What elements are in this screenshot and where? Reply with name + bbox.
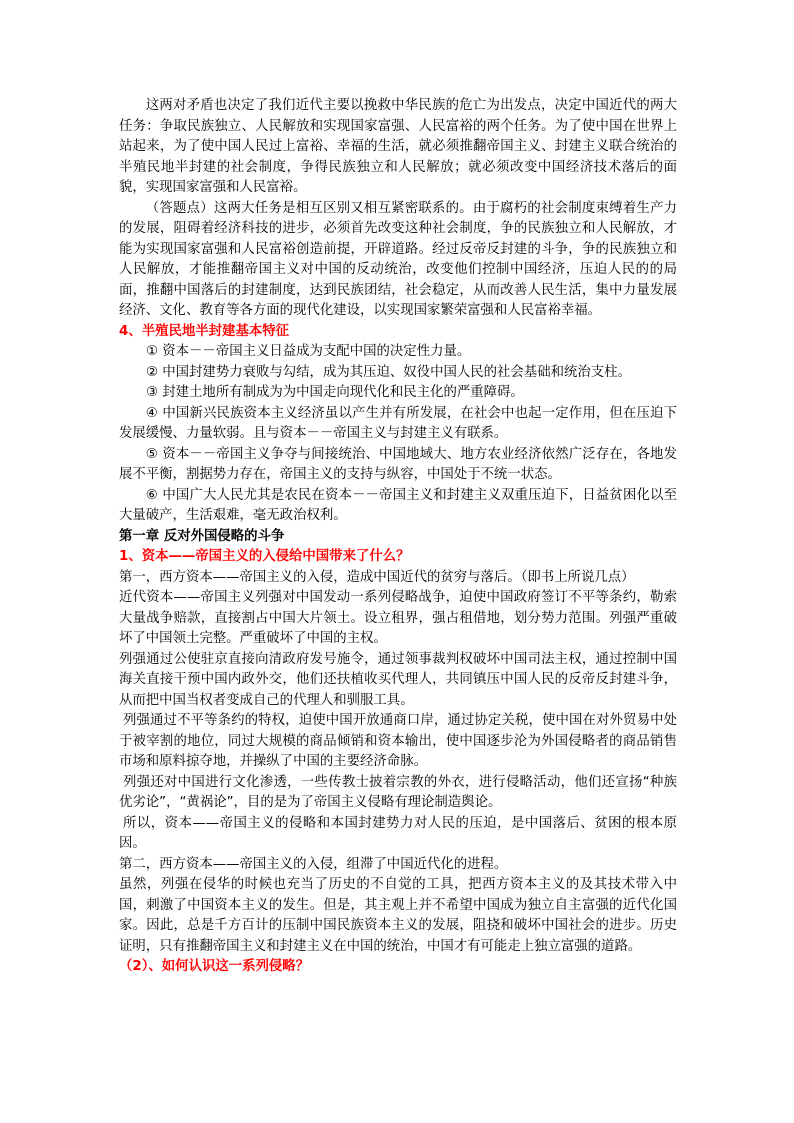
feature-item-5: ⑤ 资本－－帝国主义争夺与间接统治、中国地域大、地方农业经济依然广泛存在，各地发展不平衡，割据势力存在，帝国主义的支持与纵容，中国处于不统一状态。 (119, 446, 677, 482)
feature-item-2: ② 中国封建势力衰败与勾结，成为其压迫、奴役中国人民的社会基础和统治支柱。 (146, 364, 631, 380)
chapter-line-3: 列强通过公使驻京直接向清政府发号施令，通过领事裁判权破坏中国司法主权，通过控制中国海关直接干预中国内政外交，他们还扶植收买代理人，共同镇压中国人民的反帝反封建斗争，从而把中国当权者变成自己的代理人和驯服工具。 (119, 651, 677, 708)
chapter-line-8: 虽然，列强在侵华的时候也充当了历史的不自觉的工具，把西方资本主义的及其技术带入中国，刺激了中国资本主义的发生。但是，其主观上并不希望中国成为独立自主富强的近代化国家。因此，总是千方百计的压制中国民族资本主义的发展，阻挠和破坏中国社会的进步。历史证明，只有推翻帝国主义和封建主义在中国的统治，中国才有可能走上独立富强的道路。 (119, 877, 677, 954)
chapter-line-7: 第二，西方资本——帝国主义的入侵，组滞了中国近代化的进程。 (119, 856, 508, 872)
feature-item-1: ① 资本－－帝国主义日益成为支配中国的决定性力量。 (146, 344, 471, 359)
chapter-line-1: 第一，西方资本——帝国主义的入侵，造成中国近代的贫穷与落后。（即书上所说几点） (119, 569, 635, 585)
section-heading-4: 4、半殖民地半封建基本特征 (119, 323, 290, 339)
paragraph-answer-points: （答题点）这两大任务是相互区别又相互紧密联系的。由于腐朽的社会制度束缚着生产力的发展，阻碍着经济科技的进步，必须首先改变这种社会制度，争的民族独立和人民解放，才能为实现国家富强和人民富裕创造前提，开辟道路。经过反帝反封建的斗争，争的民族独立和人民解放，才能推翻帝国主义对中国的反动统治，改变他们控制中国经济，压迫人民的的局面，推翻中国落后的封建制度，达到民族团结，社会稳定，从而改善人民生活，集中力量发展经济、文化、教育等各方面的现代化建设，以实现国家繁荣富强和人民富裕幸福。 (119, 200, 677, 318)
feature-item-4: ④ 中国新兴民族资本主义经济虽以产生并有所发展，在社会中也起一定作用，但在压迫下发展缓慢、力量软弱。且与资本－－帝国主义与封建主义有联系。 (119, 405, 677, 441)
chapter-line-4: 列强通过不平等条约的特权，迫使中国开放通商口岸，通过协定关税，使中国在对外贸易中处于被宰割的地位，同过大规模的商品倾销和资本输出，使中国逐步沦为外国侵略者的商品销售市场和原料掠夺地，并操纵了中国的主要经济命脉。 (119, 713, 677, 769)
question-heading-1: 1、资本——帝国主义的入侵给中国带来了什么？ (119, 549, 410, 564)
chapter-line-5: 列强还对中国进行文化渗透，一些传教士披着宗教的外衣，进行侵略活动，他们还宣扬“种族优劣论”，“黄祸论”，目的是为了帝国主义侵略有理论制造舆论。 (119, 774, 677, 810)
paragraph-two-tasks: 这两对矛盾也决定了我们近代主要以挽救中华民族的危亡为出发点，决定中国近代的两大任务：争取民族独立、人民解放和实现国家富强、人民富裕的两个任务。为了使中国在世界上站起来，为了使中国人民过上富裕、幸福的生活，就必须推翻帝国主义、封建主义联合统治的半殖民地半封建的社会制度，争得民族独立和人民解放；就必须改变中国经济技术落后的面貌，实现国家富强和人民富裕。 (119, 98, 677, 195)
feature-item-6: ⑥ 中国广大人民尤其是农民在资本－－帝国主义和封建主义双重压迫下，日益贫困化以至大量破产，生活艰难，毫无政治权利。 (119, 487, 677, 523)
feature-item-3: ③ 封建土地所有制成为为中国走向现代化和民主化的严重障碍。 (146, 385, 524, 400)
chapter-title: 第一章 反对外国侵略的斗争 (119, 528, 285, 544)
chapter-line-2: 近代资本——帝国主义列强对中国发动一系列侵略战争，迫使中国政府签订不平等条约，勒索大量战争赔款，直接割占中国大片领土。设立租界，强占租借地，划分势力范围。列强严重破坏了中国领土完整。严重破坏了中国的主权。 (119, 590, 677, 646)
question-heading-2: （2）、如何认识这一系列侵略？ (119, 959, 310, 974)
document-page (119, 96, 677, 978)
chapter-line-6: 所以，资本——帝国主义的侵略和本国封建势力对人民的压迫，是中国落后、贫困的根本原因。 (119, 815, 677, 851)
